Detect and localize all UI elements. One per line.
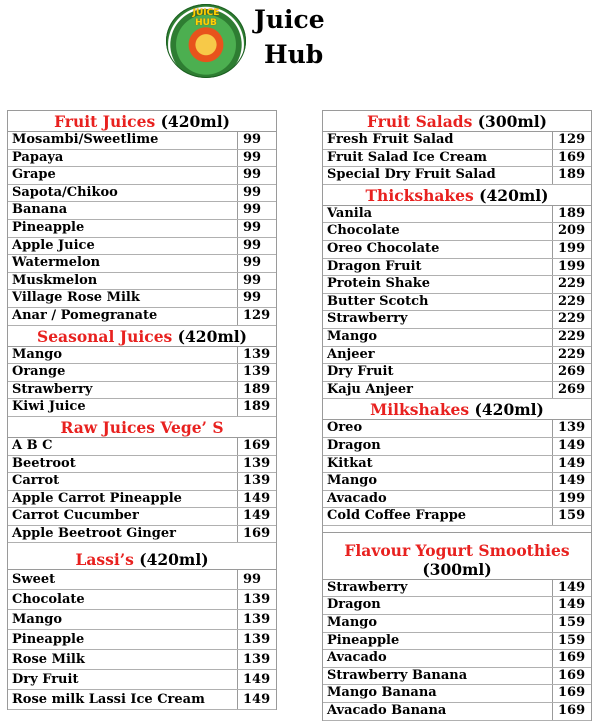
menu-item-row <box>323 615 591 633</box>
menu-item-name: Village Rose Milk <box>8 290 238 307</box>
menu-item-price: 169 <box>558 703 586 719</box>
menu-item-price: 99 <box>243 272 262 288</box>
menu-item-row <box>8 132 276 150</box>
menu-item-row <box>323 473 591 491</box>
menu-item-row <box>323 420 591 438</box>
menu-item-price: 169 <box>243 437 271 453</box>
menu-item-price: 149 <box>558 455 586 471</box>
section-title-name: Fruit Juices <box>54 112 156 131</box>
menu-item-name: Strawberry <box>323 311 553 328</box>
menu-item-price: 159 <box>558 508 586 524</box>
section-title-volume: (300ml) <box>472 112 548 131</box>
menu-item-price: 229 <box>558 346 586 362</box>
menu-item-price: 149 <box>243 490 271 506</box>
menu-item-name: Avacado Banana <box>323 703 553 720</box>
menu-item-name: Beetroot <box>8 456 238 473</box>
menu-item-name: Fruit Salad Ice Cream <box>323 150 553 167</box>
logo-text: JUICE HUB <box>192 8 220 28</box>
menu-item-name: Anjeer <box>323 347 553 364</box>
menu-item-row <box>323 382 591 400</box>
menu-section <box>8 543 276 710</box>
menu-item-name: Papaya <box>8 150 238 167</box>
menu-item-name: Pineapple <box>8 630 238 649</box>
section-title <box>323 399 591 420</box>
menu-item-price: 169 <box>558 685 586 701</box>
menu-item-price: 229 <box>558 328 586 344</box>
menu-item-price: 139 <box>243 632 271 648</box>
menu-item-row <box>323 241 591 259</box>
menu-item-price: 229 <box>558 311 586 327</box>
menu-section <box>8 111 276 326</box>
menu-item-row <box>323 311 591 329</box>
section-title <box>8 417 276 438</box>
menu-item-row <box>8 202 276 220</box>
menu-item-row <box>323 685 591 703</box>
menu-item-name: Apple Carrot Pineapple <box>8 491 238 508</box>
menu-item-price: 99 <box>243 219 262 235</box>
menu-item-row <box>8 438 276 456</box>
menu-section <box>8 417 276 544</box>
section-title-volume: (420ml) <box>473 185 549 205</box>
menu-item-price: 169 <box>558 650 586 666</box>
menu-section <box>8 326 276 417</box>
section-title <box>8 111 276 132</box>
menu-item-name: Mango <box>323 329 553 346</box>
menu-item-name: Apple Juice <box>8 238 238 255</box>
menu-item-price: 139 <box>558 420 586 436</box>
menu-item-name: Special Dry Fruit Salad <box>323 167 553 184</box>
menu-item-name: Strawberry Banana <box>323 668 553 685</box>
menu-item-name: Mango <box>8 610 238 629</box>
menu-item-price: 189 <box>558 205 586 221</box>
menu-item-row <box>323 167 591 185</box>
menu-item-row <box>323 329 591 347</box>
menu-item-row <box>8 570 276 590</box>
menu-item-row <box>323 668 591 686</box>
menu-item-row <box>323 294 591 312</box>
menu-item-row <box>8 508 276 526</box>
menu-item-name: Rose Milk <box>8 650 238 669</box>
menu-item-row <box>323 703 591 721</box>
menu-item-name: Dragon Fruit <box>323 259 553 276</box>
menu-item-price: 139 <box>243 346 271 362</box>
menu-item-price: 139 <box>243 612 271 628</box>
menu-section <box>323 399 591 533</box>
menu-item-row <box>8 473 276 491</box>
section-title-name: Lassi’s <box>75 550 134 570</box>
menu-item-price: 189 <box>243 399 271 415</box>
menu-item-name: Dragon <box>323 597 553 614</box>
menu-item-row <box>8 590 276 610</box>
menu-item-row <box>8 347 276 365</box>
menu-item-row <box>8 290 276 308</box>
menu-item-price: 169 <box>243 525 271 541</box>
menu-item-name: Mango <box>8 347 238 364</box>
menu-item-price: 99 <box>243 572 262 588</box>
menu-item-name: Rose milk Lassi Ice Cream <box>8 690 238 709</box>
section-title-name: Fruit Salads <box>366 112 473 131</box>
menu-item-price: 199 <box>558 240 586 256</box>
menu-item-row <box>8 526 276 544</box>
menu-item-price: 149 <box>558 597 586 613</box>
menu-item-row <box>8 630 276 650</box>
menu-section <box>323 533 591 721</box>
menu-item-name: Protein Shake <box>323 276 553 293</box>
menu-item-row <box>323 223 591 241</box>
menu-item-price: 189 <box>558 167 586 183</box>
menu-item-name: Oreo Chocolate <box>323 241 553 258</box>
menu-item-row <box>8 399 276 417</box>
menu-section <box>323 111 591 185</box>
menu-item-price: 149 <box>558 473 586 489</box>
menu-item-row <box>8 690 276 710</box>
menu-item-price: 149 <box>243 672 271 688</box>
menu-column-left <box>7 110 277 710</box>
menu-item-row <box>8 650 276 670</box>
section-title <box>323 111 591 132</box>
menu-item-row <box>323 276 591 294</box>
menu-item-name: Sapota/Chikoo <box>8 185 238 202</box>
menu-item-price: 99 <box>243 184 262 200</box>
menu-item-name: Mosambi/Sweetlime <box>8 132 238 149</box>
section-spacer <box>323 526 591 533</box>
menu-item-row <box>8 167 276 185</box>
menu-item-price: 99 <box>243 149 262 165</box>
menu-item-row <box>323 347 591 365</box>
menu-item-price: 159 <box>558 615 586 631</box>
menu-item-price: 99 <box>243 167 262 183</box>
menu-item-price: 139 <box>243 455 271 471</box>
menu-item-price: 269 <box>558 364 586 380</box>
menu-section <box>323 185 591 400</box>
menu-item-name: Cold Coffee Frappe <box>323 508 553 525</box>
menu-item-row <box>8 150 276 168</box>
menu-item-name: Avacado <box>323 491 553 508</box>
menu-item-price: 139 <box>243 364 271 380</box>
section-title-name: Flavour Yogurt Smoothies <box>344 540 570 560</box>
section-title-volume: (420ml) <box>172 326 247 346</box>
menu-item-name: Mango <box>323 615 553 632</box>
menu-item-name: Chocolate <box>8 590 238 609</box>
menu-item-price: 99 <box>243 290 262 306</box>
section-title-volume: (300ml) <box>422 559 492 579</box>
menu-item-price: 169 <box>558 149 586 165</box>
menu-item-price: 149 <box>243 692 271 708</box>
menu-item-name: Kitkat <box>323 456 553 473</box>
menu-item-name: Carrot Cucumber <box>8 508 238 525</box>
section-title-name: Thickshakes <box>365 185 474 205</box>
menu-item-row <box>8 670 276 690</box>
menu-item-row <box>8 185 276 203</box>
section-title <box>323 533 591 580</box>
brand-title-line2: Hub <box>264 40 324 69</box>
menu-item-row <box>323 508 591 526</box>
menu-item-price: 149 <box>243 508 271 524</box>
menu-item-row <box>323 580 591 598</box>
menu-item-name: Grape <box>8 167 238 184</box>
menu-item-price: 139 <box>243 473 271 489</box>
menu-item-name: Vanila <box>323 206 553 223</box>
menu-item-price: 139 <box>243 592 271 608</box>
menu-item-row <box>323 491 591 509</box>
section-title-name: Raw Juices Vege’ S <box>60 417 224 437</box>
menu-item-price: 99 <box>243 237 262 253</box>
menu-item-price: 129 <box>558 132 586 147</box>
menu-item-row <box>8 364 276 382</box>
menu-item-name: Pineapple <box>323 633 553 650</box>
menu-item-row <box>8 491 276 509</box>
menu-item-name: Dragon <box>323 438 553 455</box>
menu-item-row <box>8 273 276 291</box>
menu-item-name: Strawberry <box>323 580 553 597</box>
menu-item-row <box>323 132 591 150</box>
menu-item-name: Mango <box>323 473 553 490</box>
menu-item-row <box>8 456 276 474</box>
section-title-volume: (420ml) <box>155 112 230 131</box>
menu-item-name: Butter Scotch <box>323 294 553 311</box>
menu-item-name: Dry Fruit <box>8 670 238 689</box>
menu-item-row <box>8 255 276 273</box>
menu-item-name: Chocolate <box>323 223 553 240</box>
menu-item-price: 199 <box>558 490 586 506</box>
juice-hub-logo <box>166 4 246 78</box>
menu-item-name: Sweet <box>8 570 238 589</box>
menu-item-price: 229 <box>558 276 586 292</box>
menu-item-price: 269 <box>558 381 586 397</box>
menu-item-name: Watermelon <box>8 255 238 272</box>
section-title-name: Seasonal Juices <box>37 326 173 346</box>
section-title <box>8 326 276 347</box>
menu-item-row <box>323 150 591 168</box>
menu-item-row <box>8 382 276 400</box>
menu-item-name: Muskmelon <box>8 273 238 290</box>
section-title-volume: (420ml) <box>469 400 544 420</box>
menu-item-row <box>8 238 276 256</box>
section-title-name: Milkshakes <box>370 400 470 420</box>
section-title-volume: (420ml) <box>133 550 209 570</box>
menu-item-row <box>323 438 591 456</box>
menu-item-name: Carrot <box>8 473 238 490</box>
menu-item-name: Apple Beetroot Ginger <box>8 526 238 543</box>
menu-item-name: Fresh Fruit Salad <box>323 132 553 149</box>
brand-title-line1: Juice <box>254 5 325 34</box>
menu-item-price: 229 <box>558 293 586 309</box>
menu-item-row <box>323 456 591 474</box>
menu-item-row <box>323 259 591 277</box>
menu-item-row <box>323 597 591 615</box>
menu-item-row <box>8 220 276 238</box>
menu-item-price: 139 <box>243 652 271 668</box>
menu-item-price: 209 <box>558 223 586 239</box>
section-title <box>8 543 276 570</box>
menu-item-price: 99 <box>243 202 262 218</box>
menu-item-price: 189 <box>243 381 271 397</box>
menu-item-price: 149 <box>558 579 586 595</box>
menu-item-price: 159 <box>558 632 586 648</box>
menu-item-row <box>323 364 591 382</box>
menu-item-name: Kaju Anjeer <box>323 382 553 399</box>
menu-item-name: Avacado <box>323 650 553 667</box>
menu-item-name: Pineapple <box>8 220 238 237</box>
menu-item-name: Dry Fruit <box>323 364 553 381</box>
section-title <box>323 185 591 206</box>
menu-item-name: Kiwi Juice <box>8 399 238 416</box>
menu-item-row <box>8 610 276 630</box>
menu-item-price: 99 <box>243 255 262 271</box>
menu-item-row <box>323 650 591 668</box>
menu-item-price: 199 <box>558 258 586 274</box>
menu-item-price: 129 <box>243 307 271 323</box>
menu-item-name: Banana <box>8 202 238 219</box>
menu-item-price: 169 <box>558 667 586 683</box>
menu-column-right <box>322 110 592 721</box>
brand-title <box>254 2 354 72</box>
menu-item-price: 149 <box>558 437 586 453</box>
menu-item-name: Anar / Pomegranate <box>8 308 238 325</box>
menu-item-name: Strawberry <box>8 382 238 399</box>
menu-item-row <box>323 206 591 224</box>
menu-item-row <box>323 633 591 651</box>
menu-item-name: Orange <box>8 364 238 381</box>
menu-item-name: A B C <box>8 438 238 455</box>
menu-item-name: Mango Banana <box>323 685 553 702</box>
menu-item-row <box>8 308 276 326</box>
menu-item-name: Oreo <box>323 420 553 437</box>
menu-item-price: 99 <box>243 132 262 147</box>
